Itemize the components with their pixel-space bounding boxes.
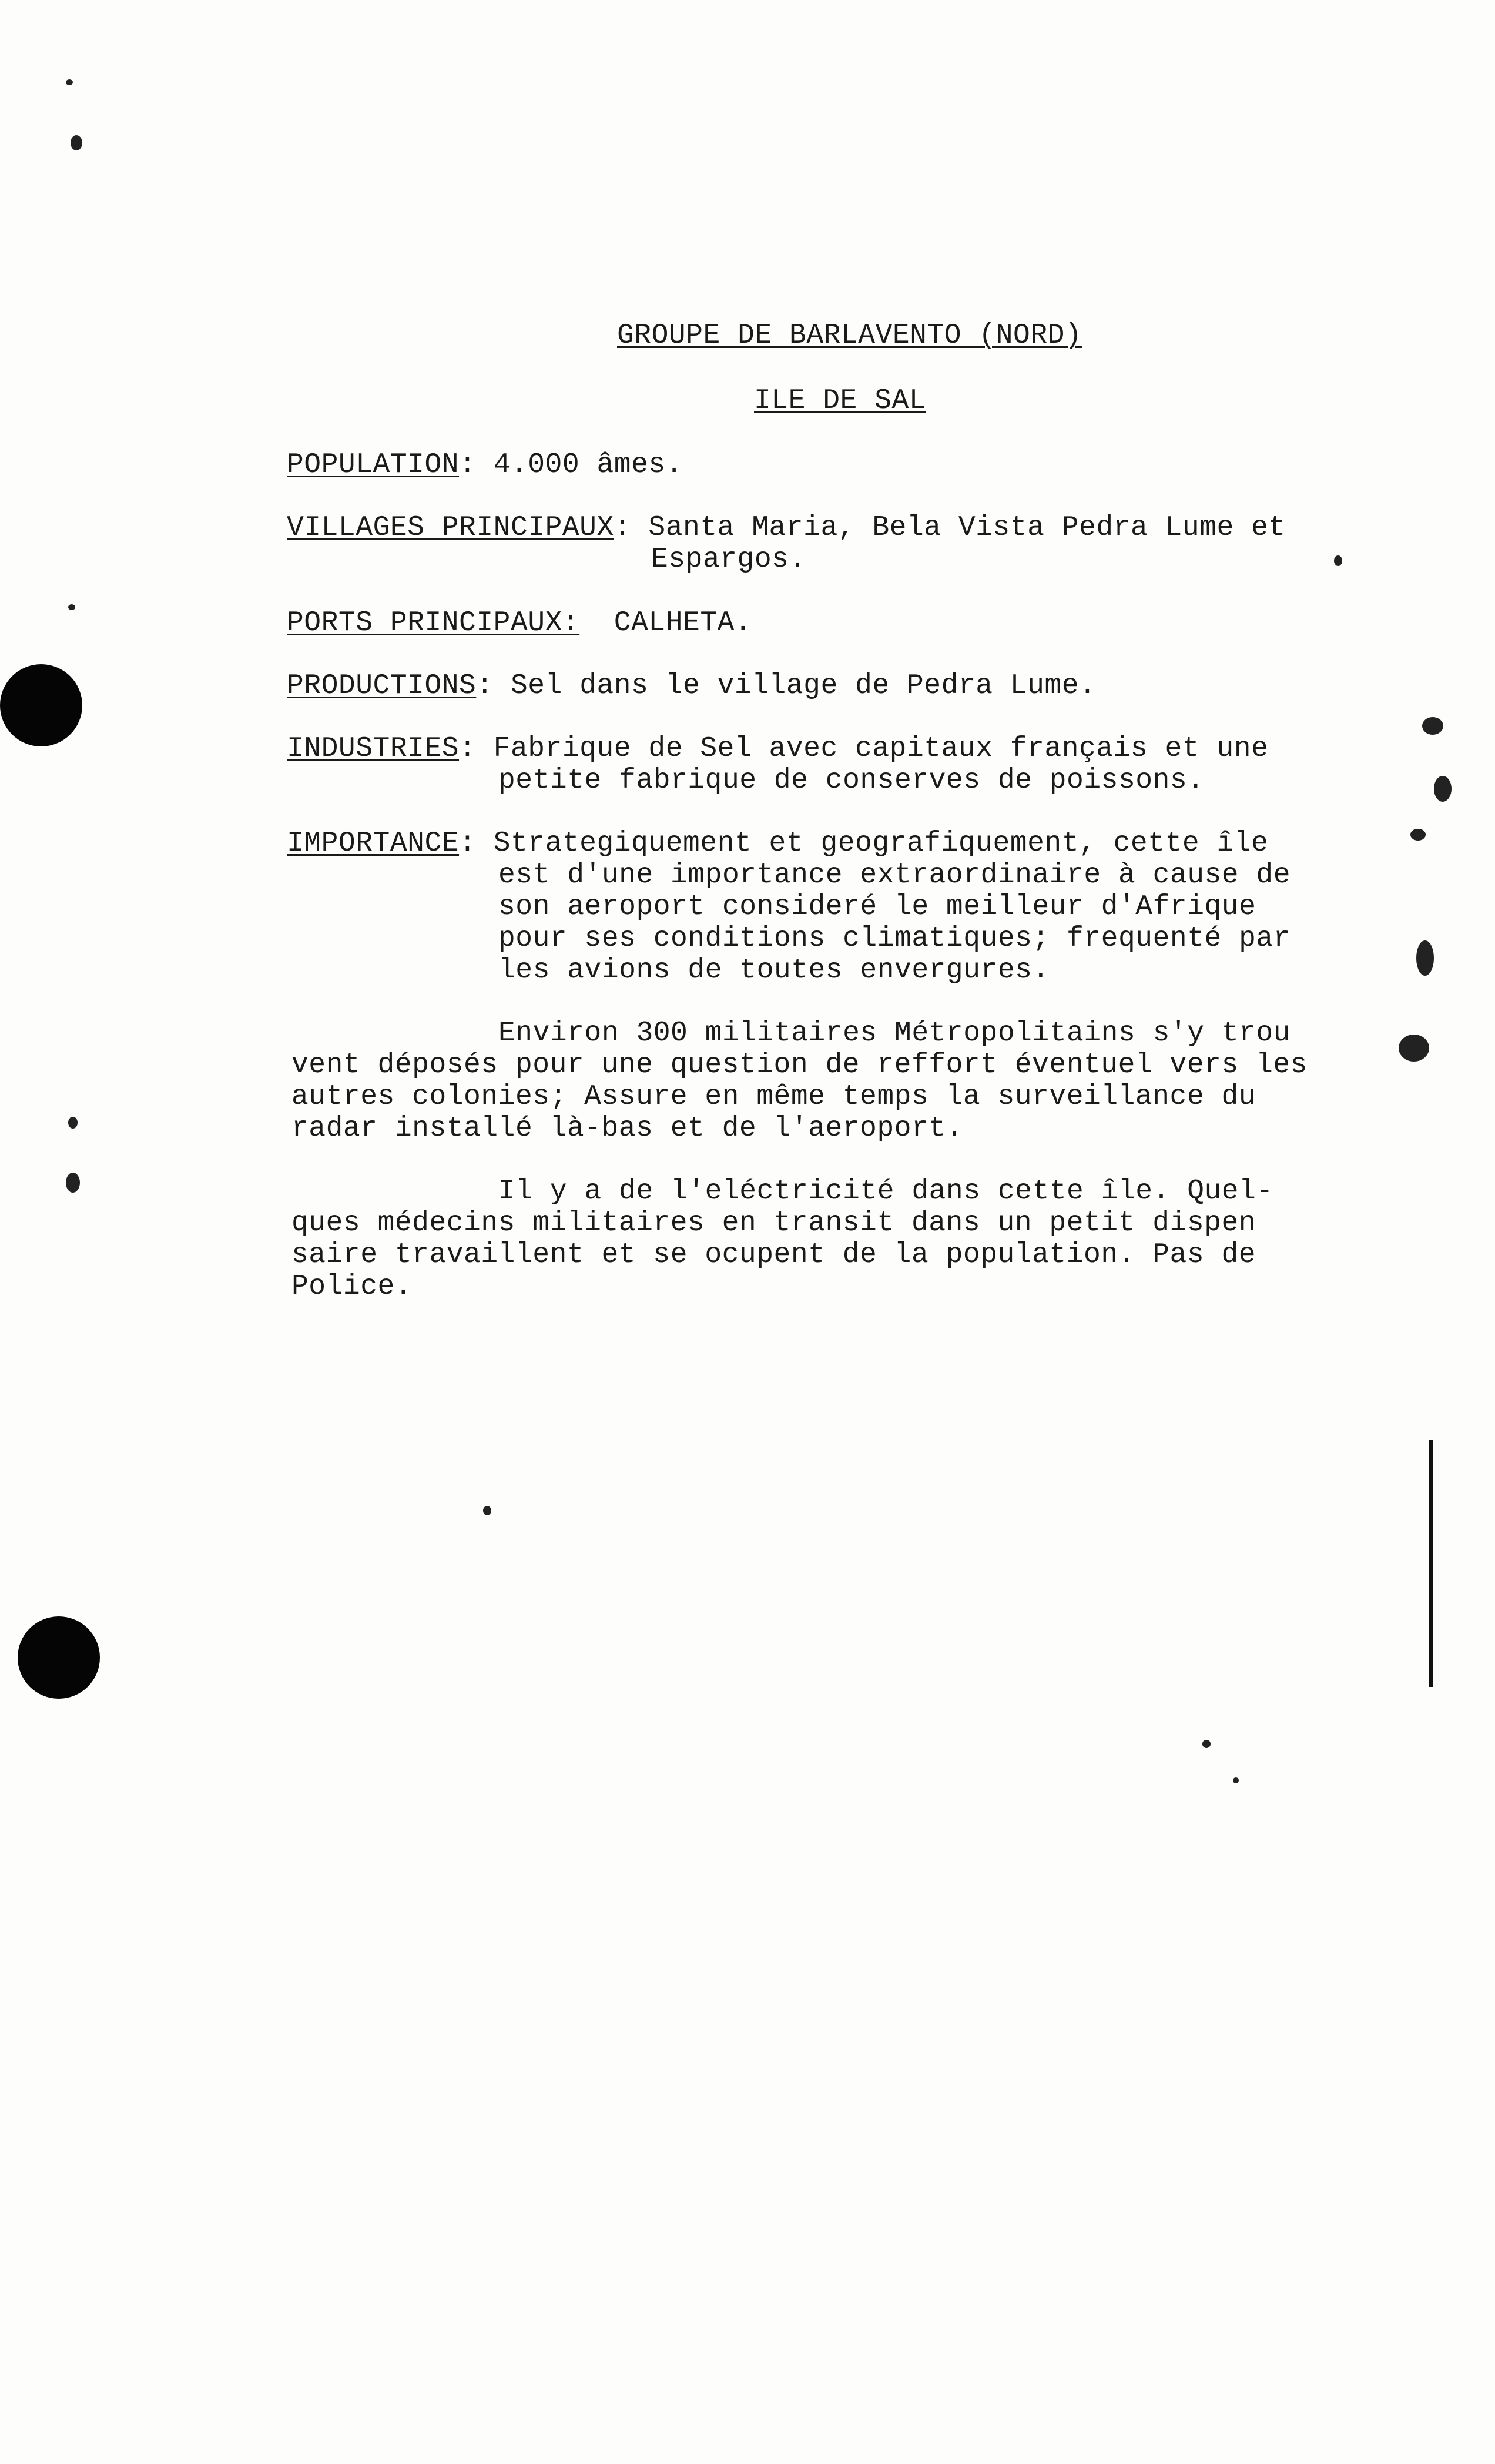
population-row: POPULATION: 4.000 âmes. bbox=[287, 449, 683, 481]
speck bbox=[1416, 940, 1434, 976]
importance-value-line1: Strategiquement et geografiquement, cette île bbox=[493, 828, 1269, 859]
industries-row: INDUSTRIES: Fabrique de Sel avec capitaux français et une bbox=[287, 733, 1269, 765]
industries-label: INDUSTRIES bbox=[287, 733, 460, 765]
ports-row: PORTS PRINCIPAUX: CALHETA. bbox=[287, 607, 752, 639]
villages-value-line2: Espargos. bbox=[651, 544, 806, 575]
importance-value-line4: pour ses conditions climatiques; frequenté par bbox=[498, 923, 1291, 955]
productions-label: PRODUCTIONS bbox=[287, 670, 477, 702]
population-value: 4.000 âmes. bbox=[493, 449, 683, 481]
importance-value-line5: les avions de toutes envergures. bbox=[498, 955, 1050, 986]
speck bbox=[1434, 776, 1452, 802]
industries-value-line2: petite fabrique de conserves de poissons. bbox=[498, 765, 1205, 796]
paragraph2-line2: ques médecins militaires en transit dans un petit dispen bbox=[291, 1207, 1256, 1239]
speck bbox=[483, 1506, 491, 1515]
productions-value: Sel dans le village de Pedra Lume. bbox=[510, 670, 1097, 702]
productions-row: PRODUCTIONS: Sel dans le village de Pedra Lume. bbox=[287, 670, 1097, 702]
villages-label: VILLAGES PRINCIPAUX bbox=[287, 512, 614, 544]
importance-value-line2: est d'une importance extraordinaire à cause de bbox=[498, 859, 1291, 891]
speck bbox=[66, 79, 73, 85]
importance-row: IMPORTANCE: Strategiquement et geografiquement, cette île bbox=[287, 828, 1269, 859]
paragraph1-line2: vent déposés pour une question de reffort éventuel vers les bbox=[291, 1049, 1308, 1081]
edge-mark bbox=[1429, 1440, 1433, 1687]
villages-row: VILLAGES PRINCIPAUX: Santa Maria, Bela Vista Pedra Lume et bbox=[287, 512, 1286, 544]
punch-hole-top bbox=[0, 664, 82, 746]
paragraph2-line3: saire travaillent et se ocupent de la population. Pas de bbox=[291, 1239, 1256, 1271]
group-heading: GROUPE DE BARLAVENTO (NORD) bbox=[617, 320, 1082, 351]
ports-value: CALHETA. bbox=[614, 607, 752, 639]
speck bbox=[1399, 1035, 1429, 1062]
paragraph1-line4: radar installé là-bas et de l'aeroport. bbox=[291, 1113, 963, 1144]
population-label: POPULATION bbox=[287, 449, 460, 481]
speck bbox=[71, 135, 82, 150]
speck bbox=[1410, 829, 1426, 841]
paragraph2-line1: Il y a de l'eléctricité dans cette île. Quel- bbox=[498, 1176, 1273, 1207]
speck bbox=[66, 1173, 80, 1193]
speck bbox=[68, 604, 75, 610]
paragraph1-line1: Environ 300 militaires Métropolitains s'y trou bbox=[498, 1017, 1291, 1049]
speck bbox=[1202, 1740, 1211, 1748]
paragraph2-line4: Police. bbox=[291, 1271, 413, 1303]
importance-value-line3: son aeroport consideré le meilleur d'Afrique bbox=[498, 891, 1256, 923]
paragraph1-line3: autres colonies; Assure en même temps la surveillance du bbox=[291, 1081, 1256, 1113]
speck bbox=[1422, 717, 1443, 735]
speck bbox=[1334, 555, 1342, 566]
industries-value-line1: Fabrique de Sel avec capitaux français et une bbox=[493, 733, 1269, 765]
island-heading: ILE DE SAL bbox=[754, 385, 927, 417]
punch-hole-bottom bbox=[18, 1616, 100, 1699]
villages-value-line1: Santa Maria, Bela Vista Pedra Lume et bbox=[648, 512, 1286, 544]
importance-label: IMPORTANCE bbox=[287, 828, 460, 859]
speck bbox=[68, 1117, 78, 1129]
speck bbox=[1233, 1777, 1239, 1783]
ports-label: PORTS PRINCIPAUX bbox=[287, 607, 562, 639]
